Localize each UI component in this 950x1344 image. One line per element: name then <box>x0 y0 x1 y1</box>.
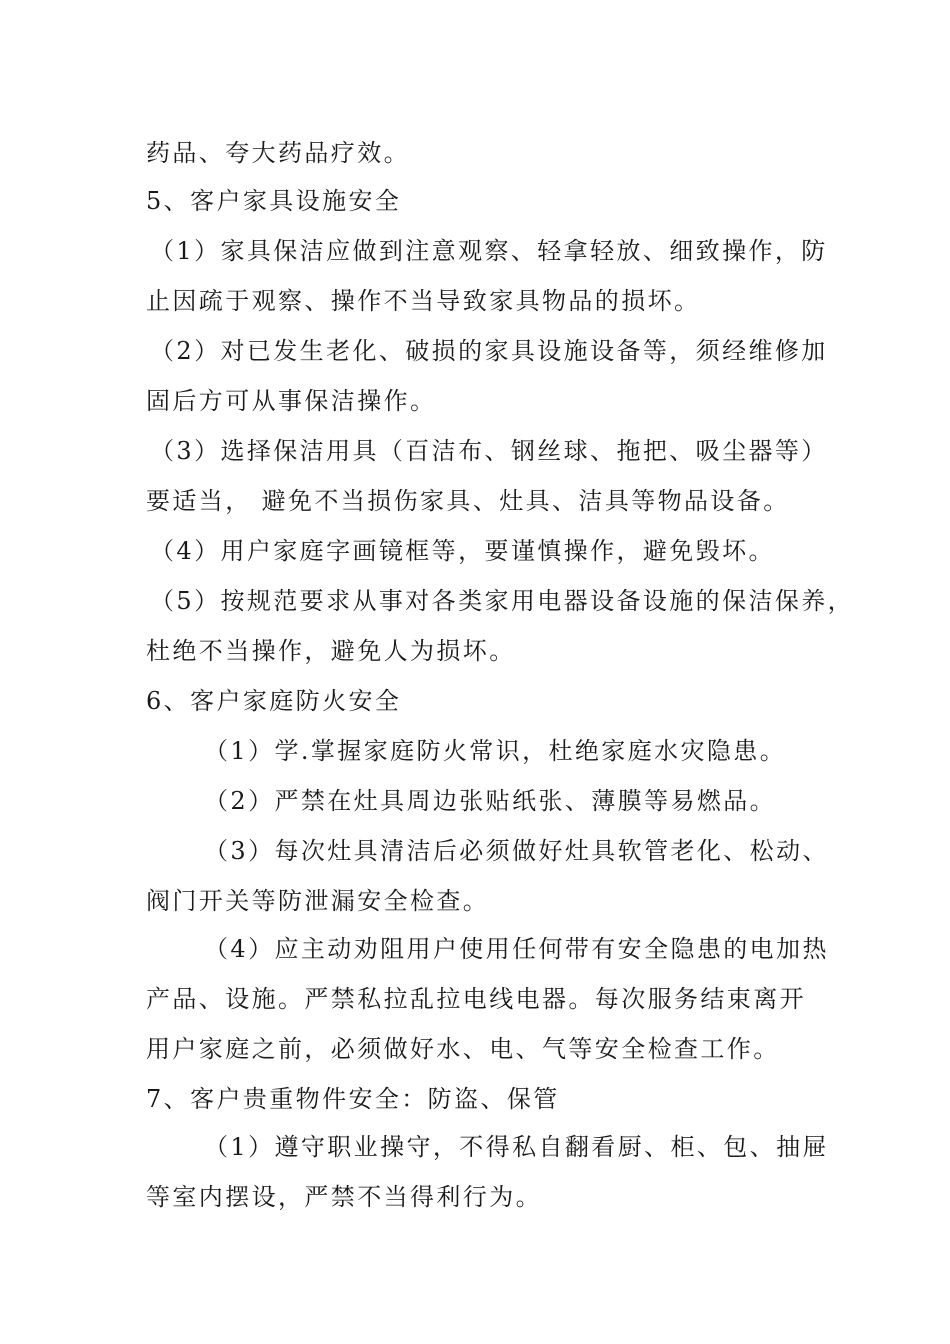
text-line: 产品、设施。严禁私拉乱拉电线电器。每次服务结束离开 <box>146 985 806 1013</box>
text-line: 杜绝不当操作，避免人为损坏。 <box>146 637 516 665</box>
text-line: （4）应主动劝阻用户使用任何带有安全隐患的电加热 <box>204 935 829 963</box>
text-line: （1）家具保洁应做到注意观察、轻拿轻放、细致操作，防 <box>150 237 828 265</box>
text-line: 要适当， 避免不当损伤家具、灶具、洁具等物品设备。 <box>146 487 790 515</box>
section-heading-6: 6、客户家庭防火安全 <box>146 687 402 715</box>
text-line: （1）学.掌握家庭防火常识，杜绝家庭水灾隐患。 <box>204 737 787 765</box>
section-heading-7: 7、客户贵重物件安全：防盗、保管 <box>146 1085 560 1113</box>
text-line: 固后方可从事保洁操作。 <box>146 387 437 415</box>
text-line: 阀门开关等防泄漏安全检查。 <box>146 887 490 915</box>
section-heading-5: 5、客户家具设施安全 <box>146 187 402 215</box>
text-line: 等室内摆设，严禁不当得利行为。 <box>146 1183 542 1211</box>
text-line: （2）严禁在灶具周边张贴纸张、薄膜等易燃品。 <box>204 787 777 815</box>
text-line: 用户家庭之前，必须做好水、电、气等安全检查工作。 <box>146 1035 780 1063</box>
text-line: 药品、夸大药品疗效。 <box>146 139 410 167</box>
text-line: （5）按规范要求从事对各类家用电器设备设施的保洁保养， <box>150 587 855 615</box>
text-line: （4）用户家庭字画镜框等，要谨慎操作，避免毁坏。 <box>150 537 775 565</box>
text-line: 止因疏于观察、操作不当导致家具物品的损坏。 <box>146 287 701 315</box>
text-line: （3）每次灶具清洁后必须做好灶具软管老化、松动、 <box>204 837 829 865</box>
text-line: （3）选择保洁用具（百洁布、钢丝球、拖把、吸尘器等） <box>150 437 828 465</box>
text-line: （2）对已发生老化、破损的家具设施设备等，须经维修加 <box>150 337 828 365</box>
text-line: （1）遵守职业操守，不得私自翻看厨、柜、包、抽屉 <box>204 1133 829 1161</box>
